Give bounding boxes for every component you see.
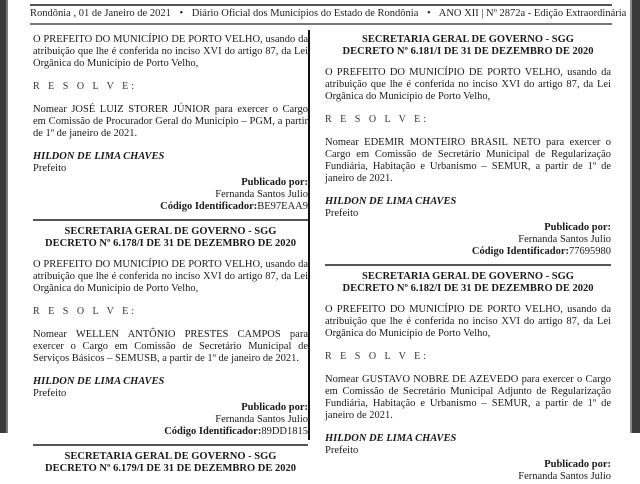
header-publication: Diário Oficial dos Municípios do Estado de Rondônia (191, 8, 419, 19)
decree-block (33, 451, 308, 475)
header-separator: • (427, 8, 431, 19)
signer-role: Prefeito (33, 163, 67, 174)
decree-title: DECRETO Nº 6.179/I DE 31 DE DEZEMBRO DE 2020 (45, 463, 296, 474)
right-column (325, 10, 611, 483)
decree-body: Nomear WELLEN ANTÔNIO PRESTES CAMPOS para exercer o Cargo em Comissão de Secretário Municipal de Serviços Básicos – SEMUSB, a partir de 1º de janeiro de 2021. (33, 329, 308, 364)
section-rule (33, 444, 308, 446)
header-location-date: Rondônia , 01 de Janeiro de 2021 (30, 8, 171, 19)
signer-name: HILDON DE LIMA CHAVES (33, 376, 165, 387)
signer-name: HILDON DE LIMA CHAVES (325, 196, 457, 207)
decree-preamble: O PREFEITO DO MUNICÍPIO DE PORTO VELHO, usando da atribuição que lhe é conferida no inciso XVI do artigo 87, da Lei Orgânica do Município de Porto Velho, (33, 34, 308, 69)
secretariat-title: SECRETARIA GERAL DE GOVERNO - SGG (64, 226, 277, 237)
decree-title: DECRETO Nº 6.182/I DE 31 DE DEZEMBRO DE 2020 (342, 283, 594, 294)
published-by-label: Publicado por: (544, 459, 611, 470)
published-by-name: Fernanda Santos Julio (518, 471, 611, 482)
identifier-code (33, 426, 308, 438)
secretariat-title: SECRETARIA GERAL DE GOVERNO - SGG (362, 34, 574, 45)
decree-preamble: O PREFEITO DO MUNICÍPIO DE PORTO VELHO, usando da atribuição que lhe é conferida no inciso XVI do artigo 87, da Lei Orgânica do Município de Porto Velho, (325, 67, 611, 102)
decree-title: DECRETO Nº 6.178/I DE 31 DE DEZEMBRO DE 2020 (45, 238, 296, 249)
published-by-name: Fernanda Santos Julio (215, 189, 308, 200)
decree-preamble: O PREFEITO DO MUNICÍPIO DE PORTO VELHO, usando da atribuição que lhe é conferida no inciso XVI do artigo 87, da Lei Orgânica do Município de Porto Velho, (325, 304, 611, 339)
decree-block (325, 271, 611, 483)
decree-block (33, 34, 308, 213)
identifier-label: Código Identificador: (160, 201, 258, 212)
left-column (33, 34, 308, 484)
decree-body: Nomear GUSTAVO NOBRE DE AZEVEDO para exercer o Cargo em Comissão de Secretário Municipal Adjunto de Regularização Fundiária, Habitação e Urbanismo – SEMUR, a partir de 1º de janeiro de 2021. (325, 374, 611, 421)
identifier-code (33, 201, 308, 213)
identifier-value: BE97EAA9 (257, 201, 308, 212)
decree-body: Nomear JOSÉ LUIZ STORER JÚNIOR para exercer o Cargo em Comissão de Procurador Geral do Município – PGM, a partir de 1º de janeiro de 2021. (33, 104, 308, 139)
viewer-scrollbar-right[interactable] (630, 0, 640, 433)
identifier-code (325, 246, 611, 258)
signer-name: HILDON DE LIMA CHAVES (325, 433, 457, 444)
decree-title: DECRETO Nº 6.181/I DE 31 DE DEZEMBRO DE 2020 (342, 46, 594, 57)
decree-resolve: R E S O L V E: (325, 351, 430, 362)
decree-resolve: R E S O L V E: (33, 306, 138, 317)
column-divider (308, 30, 310, 440)
section-rule (33, 219, 308, 221)
published-by-label: Publicado por: (241, 177, 308, 188)
decree-block (325, 10, 611, 258)
published-by-name: Fernanda Santos Julio (518, 234, 611, 245)
decree-preamble: O PREFEITO DO MUNICÍPIO DE PORTO VELHO, usando da atribuição que lhe é conferida no inciso XVI do artigo 87, da Lei Orgânica do Município de Porto Velho, (33, 259, 308, 294)
decree-body: Nomear EDEMIR MONTEIRO BRASIL NETO para exercer o Cargo em Comissão de Secretário Municipal de Regularização Fundiária, Habitação e Urbanismo – SEMUR, a partir de 1º de janeiro de 2021. (325, 137, 611, 184)
signer-role: Prefeito (33, 388, 67, 399)
section-rule (325, 264, 611, 266)
viewer-frame-left (0, 0, 8, 433)
header-edition: ANO XII | Nº 2872a - Edição Extraordinária (438, 8, 627, 19)
identifier-label: Código Identificador: (164, 426, 262, 437)
secretariat-title: SECRETARIA GERAL DE GOVERNO - SGG (64, 451, 277, 462)
published-by-name: Fernanda Santos Julio (215, 414, 308, 425)
header-separator: • (179, 8, 184, 19)
decree-resolve: R E S O L V E: (325, 114, 430, 125)
signer-name: HILDON DE LIMA CHAVES (33, 151, 165, 162)
published-by-label: Publicado por: (241, 402, 308, 413)
identifier-value: 89DD1815 (261, 426, 308, 437)
published-by-label: Publicado por: (544, 222, 611, 233)
signer-role: Prefeito (325, 445, 359, 456)
decree-resolve: R E S O L V E: (33, 81, 138, 92)
decree-block (33, 226, 308, 438)
signer-role: Prefeito (325, 208, 359, 219)
identifier-value: 77695980 (569, 246, 611, 257)
document-page (8, 0, 630, 482)
identifier-label: Código Identificador: (471, 246, 569, 257)
secretariat-title: SECRETARIA GERAL DE GOVERNO - SGG (362, 271, 574, 282)
